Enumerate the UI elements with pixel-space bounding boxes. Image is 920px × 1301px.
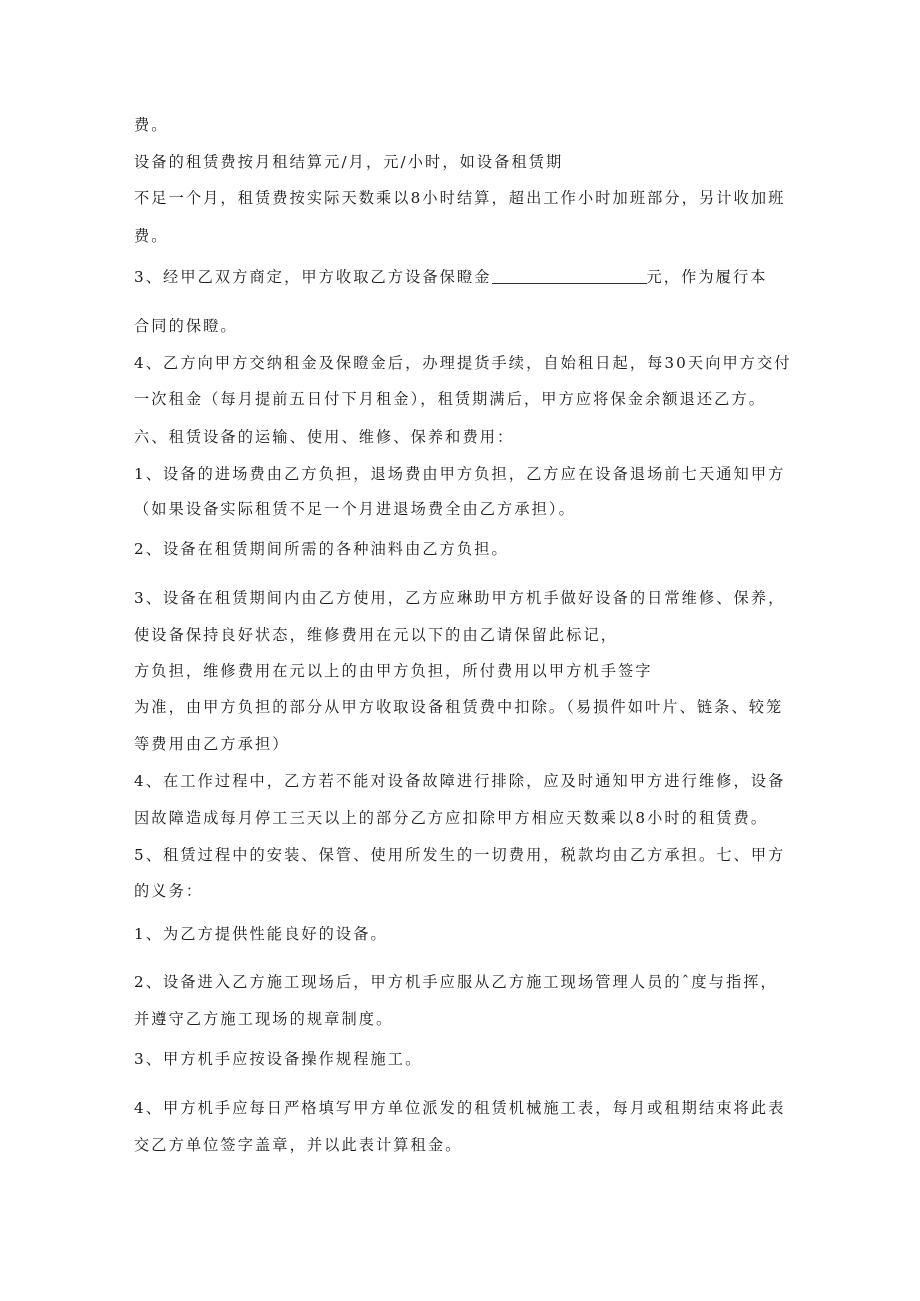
text-line: 设备的租赁费按月租结算元/月，元/小时，如设备租赁期 [134,153,564,171]
text-line: 费。 [134,116,169,134]
text-line: 使设备保持良好状态，维修费用在元以下的由乙请保留此标记， [134,626,619,644]
text-line: （如果设备实际租赁不足一个月进退场费全由乙方承担）。 [134,500,576,518]
text-line: 3、甲方机手应按设备操作规程施工。 [134,1050,423,1068]
section-heading: 六、租赁设备的运输、使用、维修、保养和费用： [134,428,515,446]
text-line: 2、设备进入乙方施工现场后，甲方机手应服从乙方施工现场管理人员的ˆ度与指挥， [134,973,778,991]
text-line: 合同的保瞪。 [134,317,238,335]
deposit-suffix: 元，作为履行本 [646,268,768,286]
text-line: 一次租金（每月提前五日付下月租金），租赁期满后，甲方应将保金余额退还乙方。 [134,390,767,408]
text-line-with-blank [134,270,768,285]
text-line: 4、乙方向甲方交纳租金及保瞪金后，办理提货手续，自始租日起，每30天向甲方交付 [134,354,792,372]
text-line: 2、设备在租赁期间所需的各种油料由乙方负担。 [134,540,509,558]
text-line: 等费用由乙方承担） [134,735,290,753]
text-line: 为准，由甲方负担的部分从甲方收取设备租赁费中扣除。（易损件如叶片、链条、较笼 [134,698,784,716]
text-line: 5、租赁过程中的安装、保管、使用所发生的一切费用，税款均由乙方承担。七、甲方 [134,846,786,864]
text-line: 4、甲方机手应每日严格填写甲方单位派发的租赁机械施工表，每月或租期结束将此表 [134,1099,786,1117]
text-line: 交乙方单位签字盖章，并以此表计算租金。 [134,1136,463,1154]
text-line: 不足一个月，租赁费按实际天数乘以8小时结算，超出工作小时加班部分，另计收加班 [134,189,786,207]
deposit-blank [492,282,647,284]
deposit-prefix: 3、经甲乙双方商定，甲方收取乙方设备保瞪金 [134,268,492,286]
text-line: 1、为乙方提供性能良好的设备。 [134,925,388,943]
text-line: 并遵守乙方施工现场的规章制度。 [134,1010,394,1028]
text-line: 的义务： [134,882,204,900]
text-line: 因故障造成每月停工三天以上的部分乙方应扣除甲方相应天数乘以8小时的租赁费。 [134,809,769,827]
text-line: 费。 [134,227,169,245]
text-line: 4、在工作过程中，乙方若不能对设备故障进行排除，应及时通知甲方进行维修，设备 [134,772,786,790]
text-line: 1、设备的进场费由乙方负担，退场费由甲方负担，乙方应在设备退场前七天通知甲方 [134,465,786,483]
text-line: 3、设备在租赁期间内由乙方使用，乙方应琳助甲方机手做好设备的日常维修、保养， [134,589,786,607]
text-line: 方负担，维修费用在元以上的由甲方负担，所付费用以甲方机手签字 [134,662,653,680]
